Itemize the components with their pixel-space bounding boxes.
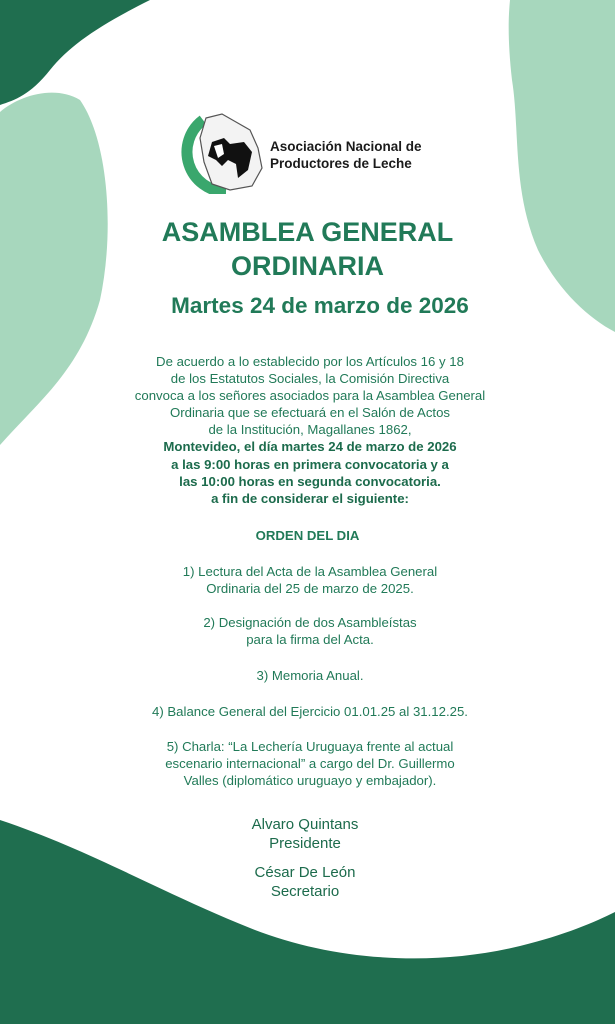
agenda-item-line: Valles (diplomático uruguayo y embajador).: [183, 773, 437, 789]
signature-name: Alvaro Quintans: [251, 816, 359, 833]
agenda-item-line: para la firma del Acta.: [246, 632, 374, 648]
agenda-title: ORDEN DEL DIA: [255, 528, 360, 543]
agenda-item-line: 4) Balance General del Ejercicio 01.01.25 al 31.12.25.: [152, 704, 468, 719]
intro-bold-line: a fin de considerar el siguiente:: [211, 490, 409, 506]
signature-role: Secretario: [270, 883, 340, 900]
main-title-line1: ASAMBLEA GENERAL: [161, 217, 454, 247]
meeting-date: Martes 24 de marzo de 2026: [171, 293, 469, 318]
signature-secretary: [195, 863, 415, 901]
intro-paragraph: [60, 353, 560, 507]
intro-line: de la Institución, Magallanes 1862,: [208, 422, 412, 438]
signature-role: Presidente: [269, 835, 341, 852]
agenda-item-5: [80, 738, 540, 789]
agenda-item-line: 1) Lectura del Acta de la Asamblea General: [182, 564, 438, 579]
intro-line: Ordinaria que se efectuará en el Salón de Actos: [169, 405, 451, 421]
agenda-item-line: 2) Designación de dos Asambleístas: [203, 615, 417, 630]
agenda-item-2: [80, 614, 540, 648]
agenda-item-line: Ordinaria del 25 de marzo de 2025.: [206, 581, 414, 597]
agenda-item-line: 3) Memoria Anual.: [256, 668, 364, 683]
agenda-item-line: 5) Charla: “La Lechería Uruguaya frente al actual: [166, 739, 454, 754]
intro-bold-line: las 10:00 horas en segunda convocatoria.: [179, 473, 441, 489]
org-name-line1: Asociación Nacional de: [270, 139, 422, 154]
agenda-item-line: escenario internacional” a cargo del Dr. Guillermo: [165, 756, 455, 772]
agenda-item-1: [80, 563, 540, 597]
intro-bold-line: Montevideo, el día martes 24 de marzo de 2026: [163, 439, 457, 455]
intro-bold-line: a las 9:00 horas en primera convocatoria y a: [171, 456, 449, 472]
main-title-line2: ORDINARIA: [231, 251, 384, 281]
org-name-line2: Productores de Leche: [270, 156, 412, 171]
signature-name: César De León: [254, 864, 356, 881]
signature-president: [195, 815, 415, 853]
intro-line: convoca a los señores asociados para la Asamblea General: [134, 388, 486, 404]
intro-line: de los Estatutos Sociales, la Comisión Directiva: [170, 371, 450, 387]
agenda-item-4: [80, 703, 540, 720]
organization-logo: [178, 112, 273, 194]
intro-line: De acuerdo a lo establecido por los Artículos 16 y 18: [156, 354, 464, 369]
organization-name: [270, 138, 510, 172]
agenda-item-3: [80, 667, 540, 684]
